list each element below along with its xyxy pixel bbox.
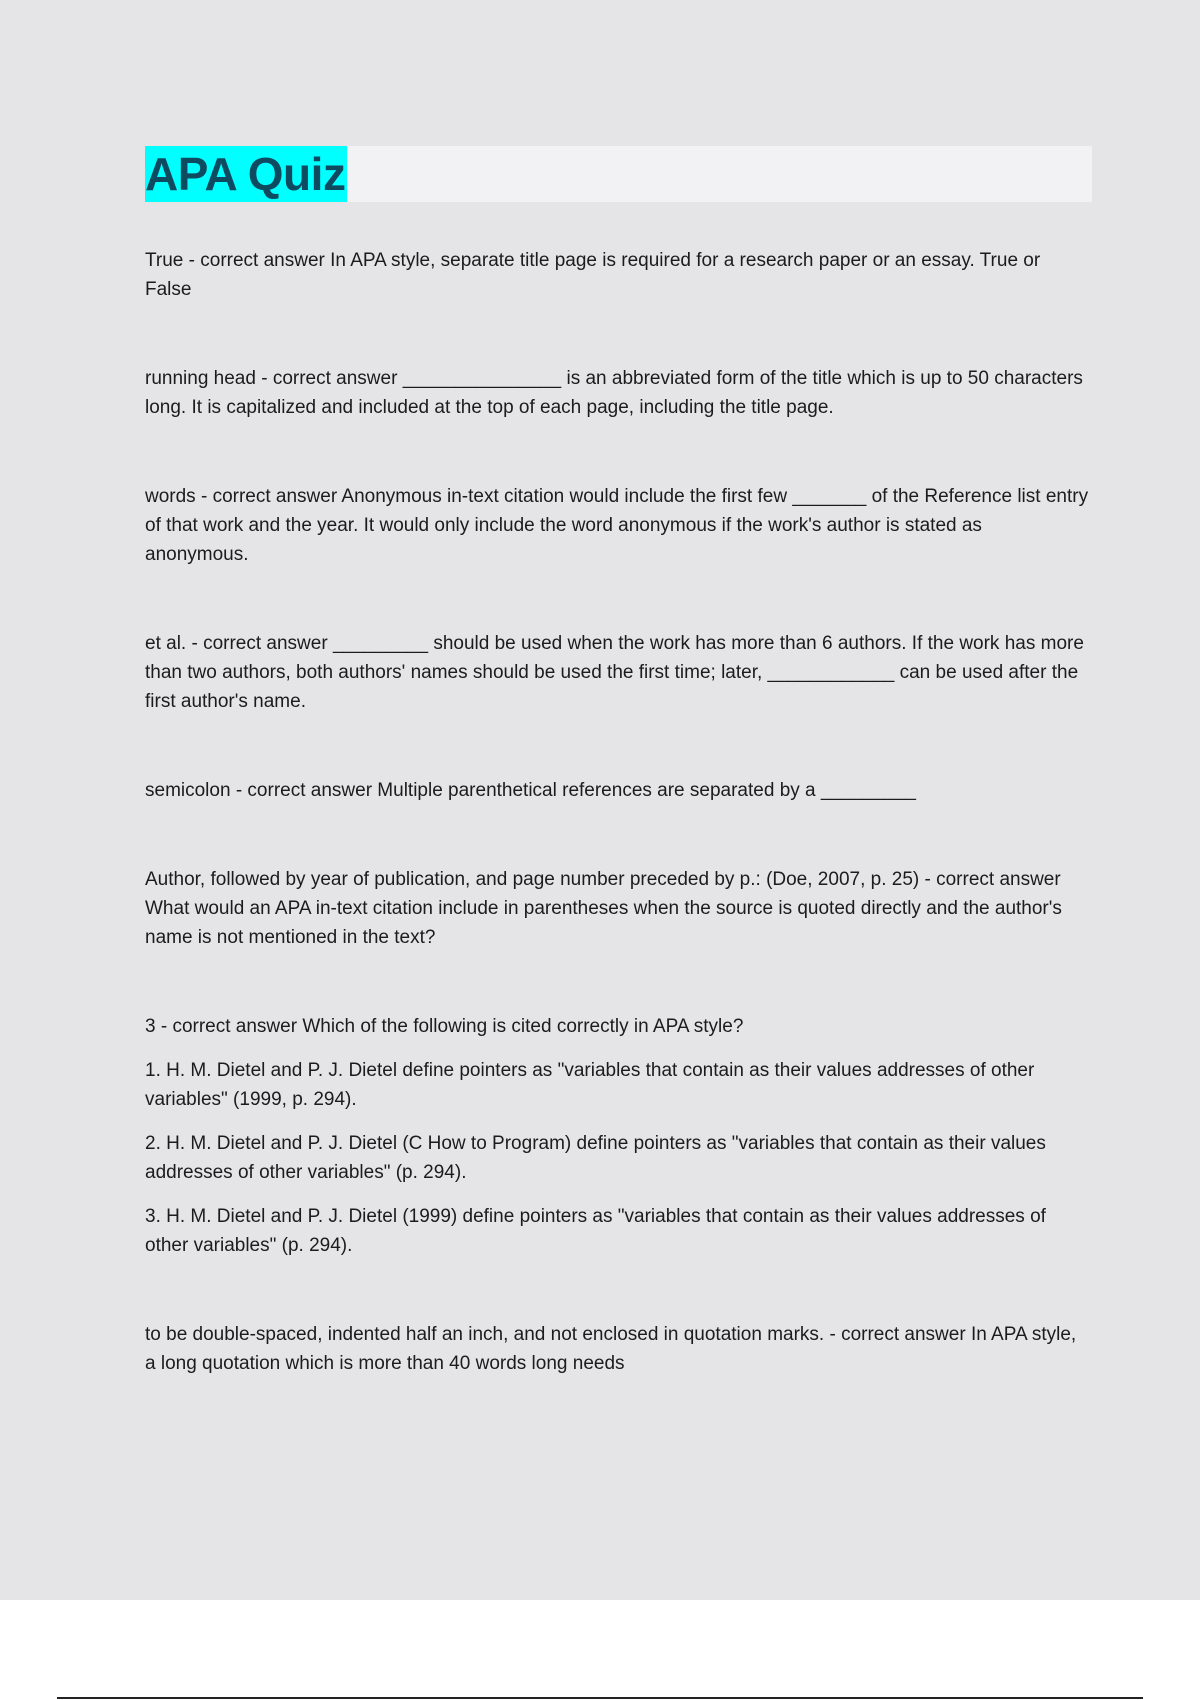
qa-entry (145, 1320, 1090, 1378)
answer-option-3: 3. H. M. Dietel and P. J. Dietel (1999) define pointers as "variables that contain as their values addresses of other variables" (p. 294). (145, 1206, 1046, 1256)
footer-divider (57, 1697, 1143, 1699)
qa-text: 3 - correct answer Which of the following is cited correctly in APA style? (145, 1016, 744, 1037)
answer-option-1: 1. H. M. Dietel and P. J. Dietel define pointers as "variables that contain as their values addresses of other variables" (1999, p. 294). (145, 1060, 1035, 1110)
qa-entry (145, 776, 1090, 805)
page-title: APA Quiz (145, 148, 346, 200)
quiz-content (145, 246, 1090, 1438)
qa-text: Author, followed by year of publication, and page number preceded by p.: (Doe, 2007, p. 25) - correct answer What would an APA in-text citation include in parentheses when the source is quoted directly and the author's name is not mentioned in the text? (145, 869, 1062, 948)
qa-text: True - correct answer In APA style, separate title page is required for a research paper or an essay. True or False (145, 250, 1041, 300)
qa-entry (145, 246, 1090, 304)
qa-text: et al. - correct answer _________ should be used when the work has more than 6 authors. If the work has more than two authors, both authors' names should be used the first time; later, ____________ can be used after the first author's name. (145, 633, 1084, 712)
qa-text: running head - correct answer _______________ is an abbreviated form of the title which is up to 50 characters long. It is capitalized and included at the top of each page, including the title page. (145, 368, 1083, 418)
qa-text: to be double-spaced, indented half an inch, and not enclosed in quotation marks. - correct answer In APA style, a long quotation which is more than 40 words long needs (145, 1324, 1077, 1374)
answer-option-2: 2. H. M. Dietel and P. J. Dietel (C How to Program) define pointers as "variables that contain as their values addresses of other variables" (p. 294). (145, 1133, 1046, 1183)
qa-entry (145, 865, 1090, 952)
qa-text: words - correct answer Anonymous in-text citation would include the first few _______ of the Reference list entry of that work and the year. It would only include the word anonymous if the work's author is stated as anonymous. (145, 486, 1089, 565)
qa-entry-with-options (145, 1012, 1090, 1260)
qa-text: semicolon - correct answer Multiple parenthetical references are separated by a _________ (145, 780, 916, 801)
qa-entry (145, 629, 1090, 716)
qa-entry (145, 482, 1090, 569)
qa-entry (145, 364, 1090, 422)
